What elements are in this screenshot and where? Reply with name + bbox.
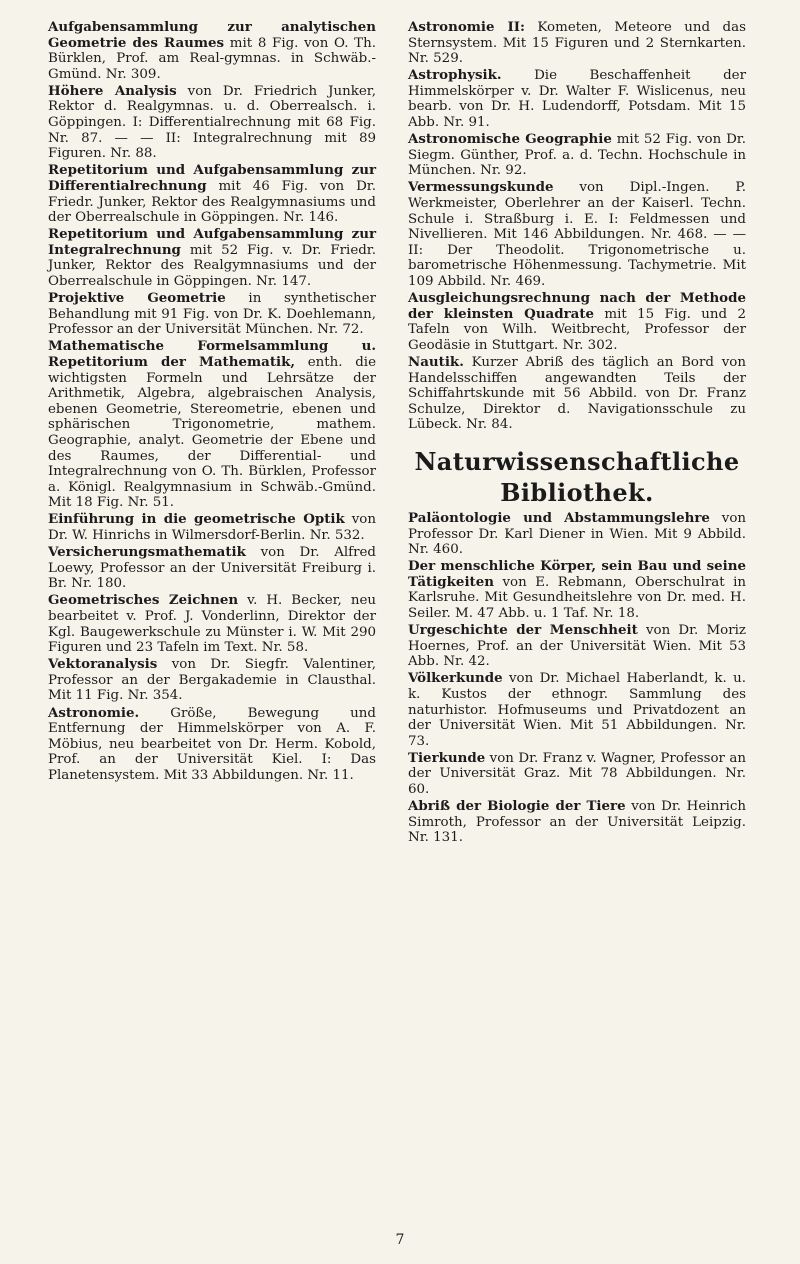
entry-title: Der menschliche Körper, sein Bau und seine Tätigkeiten xyxy=(408,558,746,590)
right-column xyxy=(408,20,746,847)
entry-title: Ausgleichungsrechnung nach der Methode der kleinsten Quadrate xyxy=(408,290,746,322)
entry-title: Geometrisches Zeichnen xyxy=(48,592,239,609)
entry-details: Kometen, Meteore und das Sternsystem. Mit 15 Figuren und 2 Sternkarten. Nr. 529. xyxy=(408,20,746,67)
catalog-entry xyxy=(48,227,376,289)
entry-details: mit 52 Fig. v. Dr. Friedr. Junker, Rektor des Realgymnasiums und der Oberrealschule in Göppingen. Nr. 147. xyxy=(48,242,376,289)
left-column xyxy=(48,20,376,785)
section-heading xyxy=(408,447,746,509)
entry-details: mit 15 Fig. und 2 Tafeln von Wilh. Weitbrecht, Professor der Geodäsie in Stuttgart. Nr. 302. xyxy=(408,306,746,353)
entry-details: von Dr. Moriz Hoernes, Prof. an der Universität Wien. Mit 53 Abb. Nr. 42. xyxy=(408,623,746,670)
entry-details: in synthetischer Behandlung mit 91 Fig. von Dr. K. Doehlemann, Professor an der Universität München. Nr. 72. xyxy=(48,291,376,338)
entry-details: von Professor Dr. Karl Diener in Wien. Mit 9 Abbild. Nr. 460. xyxy=(408,510,747,558)
catalog-entry xyxy=(408,751,746,798)
entry-details: Kurzer Abriß des täglich an Bord von Handelsschiffen angewandten Teils der Schiffahrtskunde mit 56 Abbild. von Dr. Franz Schulze, Direktor d. Navigationsschule zu Lübeck. Nr. 84. xyxy=(408,354,746,433)
entry-details: v. H. Becker, neu bearbeitet v. Prof. J. Vonderlinn, Direktor der Kgl. Baugewerkschule zu Münster i. W. Mit 290 Figuren und 23 Tafeln im Text. Nr. 58. xyxy=(48,593,376,656)
entry-title: Abriß der Biologie der Tiere xyxy=(408,798,626,815)
catalog-entry xyxy=(408,68,746,130)
catalog-entry xyxy=(408,671,746,749)
entry-details: von Dipl.-Ingen. P. Werkmeister, Oberlehrer an der Kaiserl. Techn. Schule i. Straßburg i. E. I: Feldmessen und Nivellieren. Mit 146 Abbildungen. Nr. 468. — — II: Der Theodolit. Trigonometrische u. barometrische Höhenmessung. Tachymetrie. Mit 109 Abbild. Nr. 469. xyxy=(408,180,746,289)
catalog-entry xyxy=(48,291,376,338)
catalog-entry xyxy=(408,799,746,846)
catalog-entry xyxy=(48,84,376,162)
entry-details: von Dr. Siegfr. Valentiner, Professor an der Bergakademie in Clausthal. Mit 11 Fig. Nr. 354. xyxy=(48,657,376,704)
entry-title: Vermessungskunde xyxy=(408,179,554,196)
section-heading-line-1: Naturwissenschaftliche xyxy=(414,446,740,476)
entry-details: von Dr. Heinrich Simroth, Professor an der Universität Leipzig. Nr. 131. xyxy=(408,799,746,846)
entry-title: Einführung in die geometrische Optik xyxy=(48,511,345,528)
entry-title: Repetitorium und Aufgabensammlung zur Differentialrechnung xyxy=(48,162,376,194)
entry-details: mit 8 Fig. von O. Th. Bürklen, Prof. am Real-gymnas. in Schwäb.-Gmünd. Nr. 309. xyxy=(48,35,376,82)
catalog-entry xyxy=(408,291,746,353)
catalog-entry xyxy=(408,355,746,433)
catalog-entry xyxy=(48,545,376,592)
entry-title: Nautik. xyxy=(408,353,464,370)
entry-title: Astronomie. xyxy=(48,704,140,721)
entry-details: mit 46 Fig. von Dr. Friedr. Junker, Rektor des Realgymnasiums und der Oberrealschule in Göppingen. Nr. 146. xyxy=(48,178,376,226)
entry-title: Urgeschichte der Menschheit xyxy=(408,622,638,639)
entry-title: Projektive Geometrie xyxy=(48,290,226,307)
entry-title: Vektoranalysis xyxy=(48,656,158,673)
entry-title: Paläontologie und Abstammungslehre xyxy=(408,509,710,526)
entry-title: Astronomische Geographie xyxy=(408,131,612,148)
catalog-entry xyxy=(408,623,746,670)
catalog-entry xyxy=(48,657,376,704)
entry-title: Astronomie II: xyxy=(408,19,525,35)
entry-title: Tierkunde xyxy=(408,749,486,766)
catalog-entry xyxy=(48,163,376,225)
entry-details: Größe, Bewegung und Entfernung der Himmelskörper von A. F. Möbius, neu bearbeitet von Dr. Herm. Kobold, Prof. an der Universität Kiel. I: Das Planetensystem. Mit 33 Abbildungen. Nr. 11. xyxy=(48,705,376,783)
entry-title: Repetitorium und Aufgabensammlung zur Integralrechnung xyxy=(48,226,376,258)
catalog-entry xyxy=(48,706,376,784)
catalog-entry xyxy=(48,339,376,511)
catalog-entry xyxy=(408,559,746,621)
entry-details: von E. Rebmann, Oberschulrat in Karlsruhe. Mit Gesundheitslehre von Dr. med. H. Seiler. M. 47 Abb. u. 1 Taf. Nr. 18. xyxy=(408,574,746,621)
catalog-entry xyxy=(48,512,376,543)
entry-details: von Dr. W. Hinrichs in Wilmersdorf-Berlin. Nr. 532. xyxy=(48,512,376,543)
entry-title: Völkerkunde xyxy=(408,670,503,687)
entry-title: Astrophysik. xyxy=(408,67,502,84)
entry-details: von Dr. Michael Haberlandt, k. u. k. Kustos der ethnogr. Sammlung des naturhistor. Hofmuseums und Privatdozent an der Universität Wien. Mit 51 Abbildungen. Nr. 73. xyxy=(408,671,746,749)
catalog-entry xyxy=(408,20,746,67)
catalog-entry xyxy=(408,511,746,558)
entry-details: Die Beschaffenheit der Himmelskörper v. Dr. Walter F. Wislicenus, neu bearb. von Dr. H. Ludendorff, Potsdam. Mit 15 Abb. Nr. 91. xyxy=(408,68,746,131)
entry-title: Höhere Analysis xyxy=(48,82,177,99)
entry-title: Versicherungsmathematik xyxy=(48,544,246,561)
entry-details: von Dr. Franz v. Wagner, Professor an der Universität Graz. Mit 78 Abbildungen. Nr. 60. xyxy=(408,750,746,798)
section-heading-line-2: Bibliothek. xyxy=(500,477,654,507)
entry-details: mit 52 Fig. von Dr. Siegm. Günther, Prof. a. d. Techn. Hochschule in München. Nr. 92. xyxy=(408,132,746,179)
catalog-entry xyxy=(48,593,376,655)
entry-details: enth. die wichtigsten Formeln und Lehrsätze der Arithmetik, Algebra, algebraischen Analysis, ebenen Geometrie, Stereometrie, ebenen und sphärischen Trigonometrie, mathem. Geographie, analyt. Geometrie der Ebene und des Raumes, der Differential- und Integralrechnung von O. Th. Bürklen, Professor a. Königl. Realgymnasium in Schwäb.-Gmünd. Mit 18 Fig. Nr. 51. xyxy=(48,354,376,511)
catalog-entry xyxy=(408,132,746,179)
catalog-entry xyxy=(48,20,376,82)
entry-title: Mathematische Formelsammlung u. Repetitorium der Mathematik, xyxy=(48,338,376,370)
catalog-entry xyxy=(408,180,746,289)
entry-details: von Dr. Alfred Loewy, Professor an der Universität Freiburg i. Br. Nr. 180. xyxy=(48,545,376,592)
entry-details: von Dr. Friedrich Junker, Rektor d. Realgymnas. u. d. Oberrealsch. i. Göppingen. I: Differentialrechnung mit 68 Fig. Nr. 87. — — II: Integralrechnung mit 89 Figuren. Nr. 88. xyxy=(48,83,376,162)
page-number: 7 xyxy=(395,1232,405,1248)
entry-title: Aufgabensammlung zur analytischen Geometrie des Raumes xyxy=(48,19,376,51)
